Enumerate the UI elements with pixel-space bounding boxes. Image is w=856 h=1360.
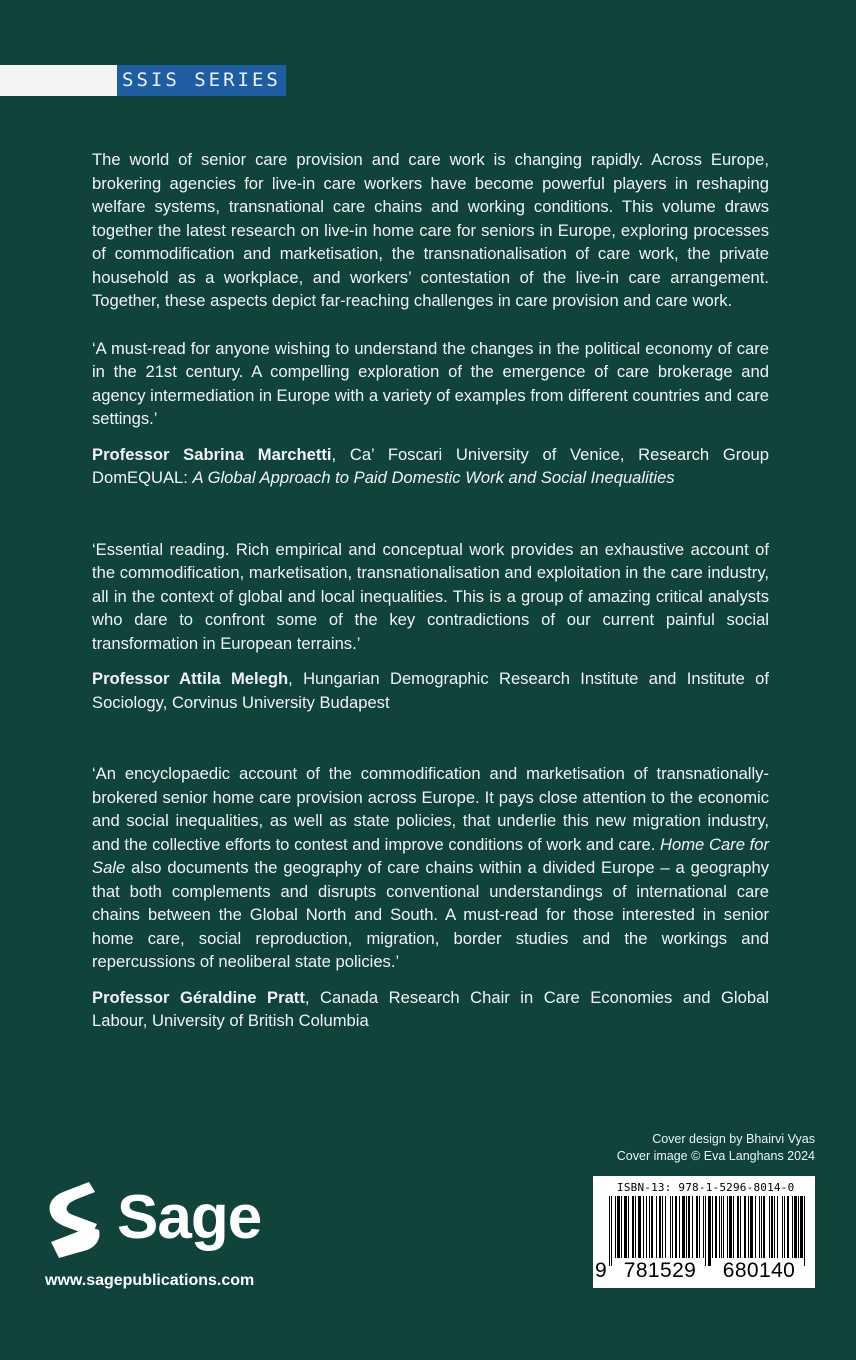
quote-text: also documents the geography of care chains within a divided Europe – a geography that both complements and disrupts conventional understandings of international care chains between the Global North and South. A must-read for those interested in senior home care, social reproduction, migration, border studies and the workings and repercussions of neoliberal state policies.’ <box>92 858 769 971</box>
book-title-italic: Home Care for Sale <box>92 834 769 877</box>
barcode-bars <box>609 1196 807 1262</box>
barcode-bar <box>670 1196 671 1258</box>
publisher-website[interactable]: www.sagepublications.com <box>45 1272 255 1289</box>
endorser-affiliation-italic: A Global Approach to Paid Domestic Work and Social Inequalities <box>192 468 675 487</box>
barcode-bar <box>712 1196 713 1258</box>
barcode-bar <box>777 1196 778 1258</box>
barcode-bar <box>715 1196 717 1258</box>
barcode-bar <box>798 1196 799 1258</box>
barcode-bar <box>737 1196 739 1258</box>
endorser-affiliation: , Hungarian Demographic Research Institute and Institute of Sociology, Corvinus University Budapest <box>92 669 770 712</box>
barcode-bar <box>748 1196 749 1258</box>
barcode-bar <box>771 1196 773 1258</box>
barcode-bar <box>774 1196 775 1258</box>
barcode-lead-digit: 9 <box>595 1259 608 1282</box>
barcode-bar <box>804 1196 805 1266</box>
barcode-bar <box>719 1196 720 1258</box>
barcode-bar <box>723 1196 724 1258</box>
endorsement-quote-1: ‘A must-read for anyone wishing to understand the changes in the political economy of care in the 21st century. A compelling exploration of the emergence of care brokerage and agency intermediation in Europe with a variety of examples from different countries and care settings.’ <box>92 338 769 428</box>
barcode-bar <box>643 1196 644 1258</box>
barcode-digits <box>595 1259 813 1283</box>
barcode-bar <box>769 1196 770 1258</box>
cover-credits <box>617 1131 815 1165</box>
isbn-barcode <box>593 1176 815 1288</box>
barcode-bar <box>784 1196 785 1258</box>
barcode-bar <box>740 1196 741 1258</box>
barcode-bar <box>615 1196 616 1258</box>
barcode-bar <box>721 1196 722 1258</box>
barcode-bar <box>651 1196 653 1258</box>
isbn-label: ISBN-13: 978-1-5296-8014-0 <box>617 1181 795 1194</box>
barcode-right-digits: 680140 <box>722 1259 796 1282</box>
barcode-bar <box>621 1196 622 1258</box>
barcode-bar <box>733 1196 734 1258</box>
barcode-bar <box>632 1196 634 1258</box>
barcode-bar <box>617 1196 620 1258</box>
back-cover-text <box>92 148 769 1081</box>
endorser-affiliation: , Ca’ Foscari University of Venice, Research Group DomEQUAL: <box>92 444 769 487</box>
series-banner-white-block <box>0 65 117 96</box>
barcode-bar <box>692 1196 693 1258</box>
endorser-affiliation: , Canada Research Chair in Care Economies and Global Labour, University of British Columbia <box>92 987 769 1030</box>
barcode-bar <box>682 1196 685 1258</box>
barcode-bar <box>672 1196 673 1258</box>
barcode-bar <box>755 1196 756 1258</box>
endorsement-attribution-1 <box>92 443 769 490</box>
barcode-bar <box>703 1196 704 1258</box>
book-description: The world of senior care provision and care work is changing rapidly. Across Europe, brokering agencies for live-in care workers have become powerful players in reshaping welfare systems, transnational care chains and working conditions. This volume draws together the latest research on live-in home care for seniors in Europe, exploring processes of commodification and marketisation, the transnationalisation of care work, the private household as a workplace, and workers’ contestation of the live-in care arrangement. Together, these aspects depict far-reaching challenges in care provision and care work. <box>92 150 769 310</box>
barcode-bar <box>609 1196 610 1266</box>
barcode-bar <box>628 1196 629 1258</box>
quote-text: ‘An encyclopaedic account of the commodification and marketisation of transnationally-brokered senior home care provision across Europe. It pays close attention to the economic and social inequalities, as well as state policies, that underlie this new migration industry, and the collective efforts to contest and improve conditions of work and care. <box>92 764 769 854</box>
barcode-bar <box>759 1196 760 1258</box>
cover-image-credit: Cover image © Eva Langhans 2024 <box>616 1149 815 1163</box>
barcode-bar <box>646 1196 647 1258</box>
barcode-bar <box>686 1196 687 1258</box>
barcode-bar <box>696 1196 698 1258</box>
barcode-bar <box>800 1196 802 1258</box>
series-label: SSIS SERIES <box>117 65 286 96</box>
barcode-bar <box>649 1196 650 1258</box>
barcode-bar <box>679 1196 680 1258</box>
barcode-bar <box>782 1196 783 1258</box>
endorsement-attribution-3 <box>92 986 769 1033</box>
barcode-bar <box>699 1196 700 1258</box>
barcode-bar <box>656 1196 657 1258</box>
endorser-name: Professor Sabrina Marchetti <box>92 444 332 464</box>
barcode-bar <box>638 1196 641 1258</box>
endorser-name: Professor Attila Melegh <box>92 669 289 688</box>
barcode-bar <box>729 1196 732 1258</box>
barcode-bar <box>675 1196 677 1258</box>
sage-logo <box>45 1178 261 1258</box>
barcode-bar <box>787 1196 789 1258</box>
barcode-bar <box>688 1196 690 1258</box>
barcode-bar <box>763 1196 765 1258</box>
barcode-left-digits: 781529 <box>623 1259 697 1282</box>
barcode-bar <box>662 1196 663 1258</box>
barcode-bar <box>794 1196 797 1258</box>
barcode-bar <box>611 1196 612 1266</box>
series-banner <box>0 65 286 96</box>
sage-s-icon <box>45 1178 103 1258</box>
barcode-bar <box>750 1196 753 1258</box>
cover-design-credit: Cover design by Bhairvi Vyas <box>652 1132 815 1146</box>
endorsement-quote-2: ‘Essential reading. Rich empirical and conceptual work provides an exhaustive account of the commodification, marketisation, transnationalisation and exploitation in the care industry, all in the context of global and local inequalities. This is a group of amazing critical analysts who dare to confront some of the key contradictions of our current painful social transformation in European terrains.’ <box>92 539 769 653</box>
endorsement-attribution-2 <box>92 667 769 714</box>
barcode-bar <box>665 1196 666 1258</box>
barcode-bar <box>624 1196 626 1258</box>
barcode-bar <box>635 1196 636 1258</box>
barcode-bar <box>705 1196 706 1266</box>
barcode-bar <box>744 1196 746 1258</box>
barcode-bar <box>761 1196 762 1258</box>
endorser-name: Professor Géraldine Pratt <box>92 987 305 1007</box>
barcode-bar <box>708 1196 711 1266</box>
barcode-bar <box>792 1196 793 1258</box>
sage-wordmark: Sage <box>117 1183 262 1252</box>
endorsement-quote-3 <box>92 762 769 974</box>
barcode-bar <box>659 1196 661 1258</box>
barcode-bar <box>727 1196 728 1258</box>
